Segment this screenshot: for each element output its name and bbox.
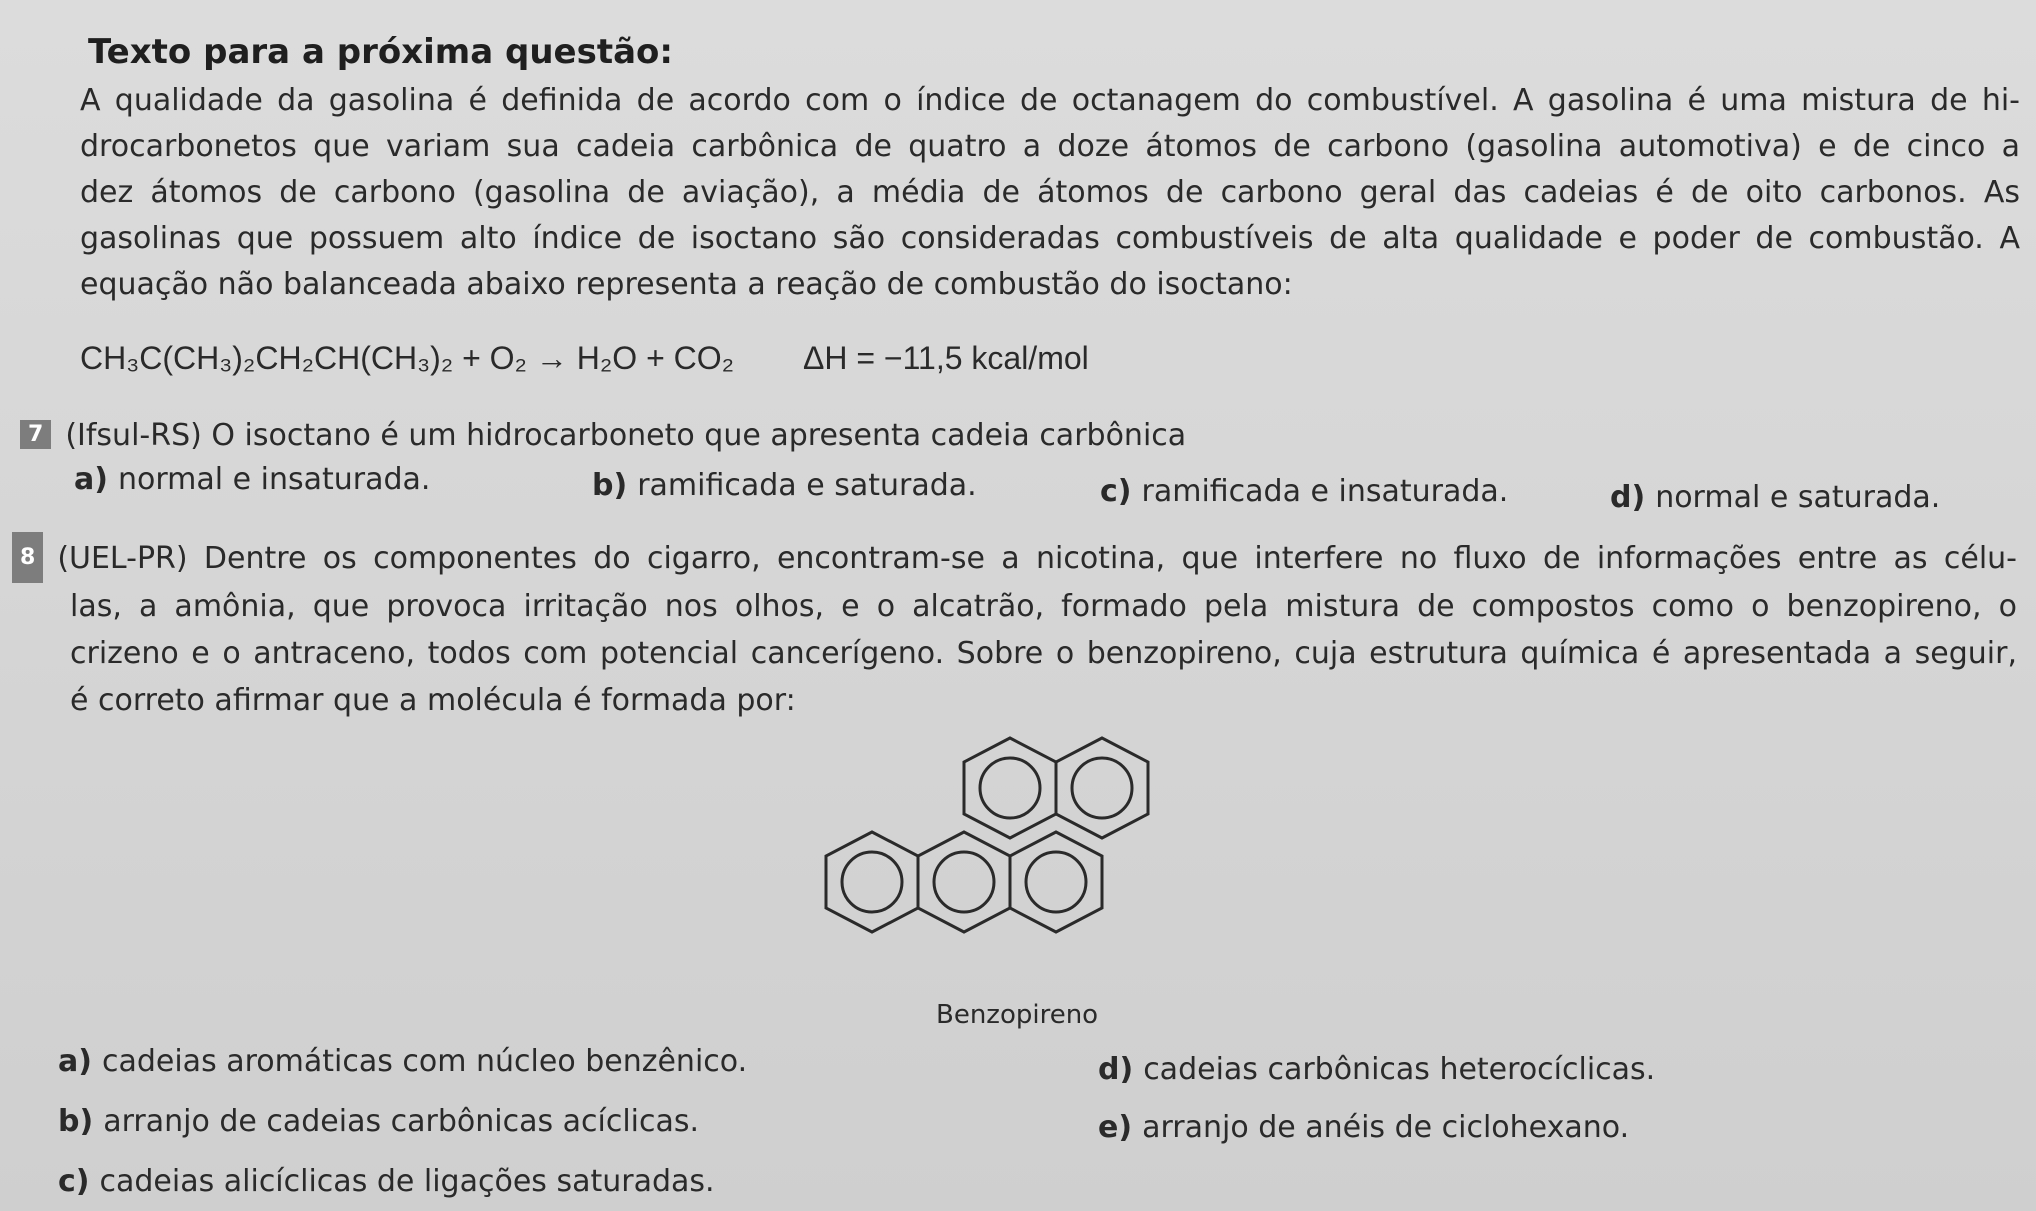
option-letter: d) (1098, 1052, 1134, 1087)
stem-line: é correto afirmar que a molécula é formada por: (70, 683, 796, 718)
question-stem: (Ifsul-RS) O isoctano é um hidrocarboneto que apresenta cadeia carbônica (65, 418, 1187, 453)
option-letter: d) (1610, 480, 1646, 515)
equation-enthalpy: ΔH = −11,5 kcal/mol (802, 340, 1089, 376)
option-text: cadeias carbônicas heterocíclicas. (1143, 1052, 1656, 1087)
option-letter: c) (58, 1164, 90, 1199)
option-letter: a) (58, 1044, 92, 1079)
option-text: ramificada e saturada. (637, 468, 977, 503)
section-heading: Texto para a próxima questão: (88, 32, 673, 72)
ring-hexagon (1010, 832, 1102, 932)
q8-option-e[interactable] (1098, 1110, 1629, 1145)
option-letter: b) (58, 1104, 94, 1139)
equation-reaction: CH₃C(CH₃)₂CH₂CH(CH₃)₂ + O₂ → H₂O + CO₂ (80, 340, 735, 376)
q7-option-a[interactable] (74, 462, 430, 497)
paragraph-line: A qualidade da gasolina é definida de acordo com o índice de octanagem do combustível. A gasolina é uma mistura de hi- (80, 83, 2020, 118)
ring-hexagon (826, 832, 918, 932)
question-number-badge: 8 (12, 532, 43, 583)
q8-option-c[interactable] (58, 1164, 715, 1199)
option-text: normal e insaturada. (117, 462, 431, 497)
q8-option-d[interactable] (1098, 1052, 1655, 1087)
q7-option-b[interactable] (592, 468, 977, 503)
option-letter: b) (592, 468, 628, 503)
benzopyrene-structure (812, 732, 1232, 980)
aromatic-circle (1026, 852, 1086, 912)
q8-option-b[interactable] (58, 1104, 699, 1139)
stem-line (12, 532, 2017, 583)
question-8-stem (12, 532, 2017, 724)
question-7-stem (20, 418, 1186, 453)
option-text: normal e saturada. (1655, 480, 1941, 515)
q8-option-a[interactable] (58, 1044, 747, 1079)
option-text: arranjo de anéis de ciclohexano. (1142, 1110, 1630, 1145)
aromatic-circle (1072, 758, 1132, 818)
paragraph-line: drocarbonetos que variam sua cadeia carbônica de quatro a doze átomos de carbono (gasolina automotiva) e de cinco a (80, 129, 2020, 164)
option-text: cadeias aromáticas com núcleo benzênico. (101, 1044, 748, 1079)
option-letter: a) (74, 462, 108, 497)
q7-option-d[interactable] (1610, 480, 1940, 515)
option-text: cadeias alicíclicas de ligações saturadas. (99, 1164, 715, 1199)
aromatic-circle (980, 758, 1040, 818)
paragraph-line: equação não balanceada abaixo representa a reação de combustão do isoctano: (80, 267, 1293, 302)
combustion-equation (80, 340, 1089, 377)
option-text: arranjo de cadeias carbônicas acíclicas. (103, 1104, 700, 1139)
paragraph-line: gasolinas que possuem alto índice de isoctano são consideradas combustíveis de alta qualidade e poder de combustão. A (80, 221, 2020, 256)
intro-paragraph (80, 78, 2020, 308)
paragraph-line: dez átomos de carbono (gasolina de aviação), a média de átomos de carbono geral das cadeias é de oito carbonos. As (80, 175, 2020, 210)
option-text: ramificada e insaturada. (1141, 474, 1509, 509)
stem-line: crizeno e o antraceno, todos com potencial cancerígeno. Sobre o benzopireno, cuja estrutura química é apresentada a seguir, (70, 636, 2017, 671)
ring-hexagon (918, 832, 1010, 932)
aromatic-circle (842, 852, 902, 912)
stem-line: las, a amônia, que provoca irritação nos olhos, e o alcatrão, formado pela mistura de compostos como o benzopireno, o (70, 589, 2017, 624)
q7-option-c[interactable] (1100, 474, 1508, 509)
ring-hexagon (1056, 738, 1148, 838)
ring-hexagon (964, 738, 1056, 838)
question-number-badge: 7 (20, 420, 51, 449)
stem-text: (UEL-PR) Dentre os componentes do cigarro, encontram-se a nicotina, que interfere no fluxo de informações entre as célu- (57, 541, 2017, 576)
option-letter: e) (1098, 1110, 1133, 1145)
aromatic-circle (934, 852, 994, 912)
structure-caption: Benzopireno (936, 1000, 1099, 1030)
option-letter: c) (1100, 474, 1132, 509)
